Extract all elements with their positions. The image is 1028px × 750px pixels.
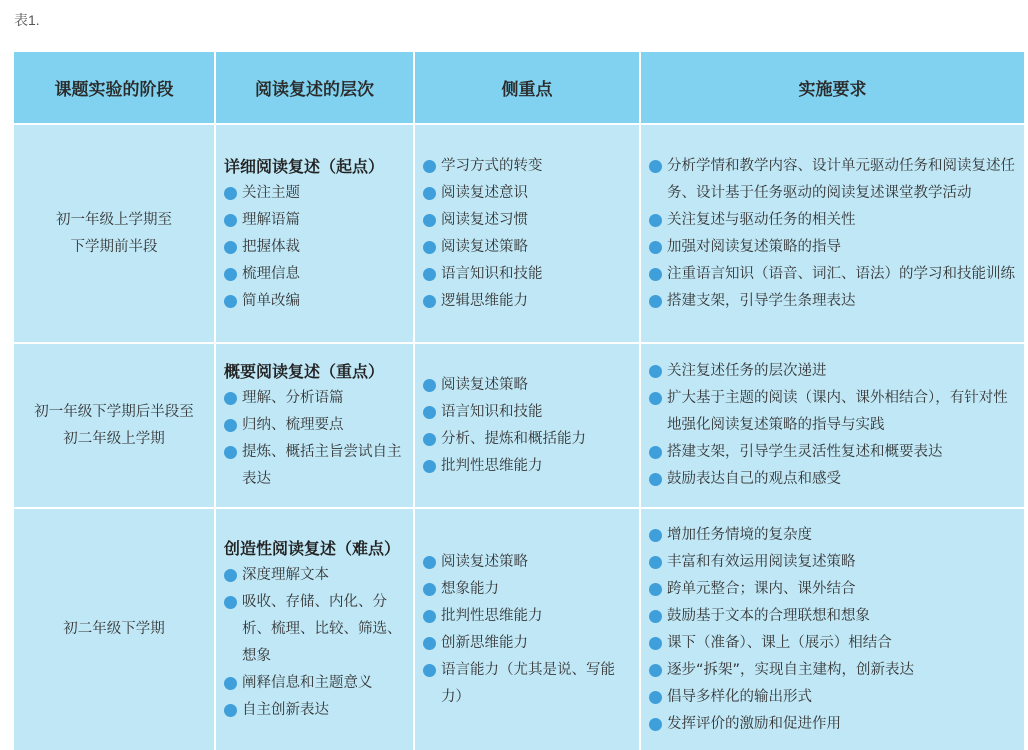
bullet-icon — [423, 268, 436, 281]
level-item: 简单改编 — [242, 292, 300, 309]
requirement-item: 鼓励表达自己的观点和感受 — [667, 471, 841, 487]
level-title: 详细阅读复述（起点） — [224, 156, 385, 176]
bullet-icon — [649, 268, 662, 281]
focus-item: 想象能力 — [441, 580, 499, 597]
level-item: 深度理解文本 — [242, 567, 329, 583]
list-item — [649, 549, 1016, 576]
list-item — [423, 426, 631, 453]
list-item — [649, 576, 1016, 603]
stage-line: 初一年级上学期至 — [56, 211, 172, 228]
requirement-item: 增加任务情境的复杂度 — [667, 526, 812, 543]
requirement-item: 关注复述与驱动任务的相关性 — [667, 211, 856, 228]
table-caption: 表1. — [14, 12, 40, 28]
bullet-icon — [649, 241, 662, 254]
bullet-icon — [649, 473, 662, 486]
level-cell — [215, 343, 414, 508]
list-item — [224, 697, 405, 724]
level-item: 自主创新表达 — [242, 702, 329, 718]
list-item — [649, 657, 1016, 684]
table-row — [13, 343, 1025, 508]
level-cell — [215, 508, 414, 750]
list-item — [224, 385, 405, 412]
bullet-icon — [224, 596, 237, 609]
focus-item: 批判性思维能力 — [441, 457, 543, 474]
focus-item: 阅读复述策略 — [441, 238, 528, 255]
requirement-item: 扩大基于主题的阅读（课内、课外相结合），有针对性地强化阅读复述策略的指导与实践 — [667, 390, 1008, 433]
stage-line: 初一年级下学期后半段至 — [34, 403, 194, 420]
bullet-icon — [423, 241, 436, 254]
list-item — [224, 234, 405, 261]
bullet-icon — [423, 160, 436, 173]
bullet-icon — [224, 241, 237, 254]
list-item — [649, 522, 1016, 549]
requirement-item: 注重语言知识（语音、词汇、语法）的学习和技能训练 — [667, 265, 1015, 282]
bullet-icon — [423, 295, 436, 308]
stage-line: 下学期前半段 — [70, 238, 158, 255]
bullet-icon — [649, 583, 662, 596]
level-item: 吸收、存储、内化、分析、梳理、比较、筛选、想象 — [242, 594, 402, 664]
header-requirements: 实施要求 — [640, 51, 1025, 124]
list-item — [224, 670, 405, 697]
requirement-item: 搭建支架，引导学生灵活性复述和概要表达 — [667, 444, 943, 460]
list-item — [649, 684, 1016, 711]
requirement-item: 倡导多样化的输出形式 — [667, 688, 812, 705]
level-item: 关注主题 — [242, 184, 300, 201]
list-item — [423, 288, 631, 315]
focus-item: 阅读复述策略 — [441, 553, 528, 570]
list-item — [649, 288, 1016, 315]
list-item — [423, 630, 631, 657]
requirement-item: 跨单元整合；课内、课外结合 — [667, 580, 856, 597]
requirements-cell — [640, 343, 1025, 508]
bullet-icon — [423, 556, 436, 569]
bullet-icon — [649, 365, 662, 378]
list-item — [224, 439, 405, 493]
list-item — [649, 261, 1016, 288]
focus-item: 学习方式的转变 — [441, 157, 543, 174]
list-item — [649, 603, 1016, 630]
requirement-item: 搭建支架，引导学生条理表达 — [667, 292, 856, 309]
level-item: 理解语篇 — [242, 211, 300, 228]
level-item: 提炼、概括主旨尝试自主表达 — [242, 444, 402, 487]
requirement-item: 关注复述任务的层次递进 — [667, 363, 827, 379]
stage-line: 初二年级上学期 — [63, 430, 165, 447]
requirement-item: 课下（准备）、课上（展示）相结合 — [667, 634, 892, 651]
requirement-item: 分析学情和教学内容、设计单元驱动任务和阅读复述任务、设计基于任务驱动的阅读复述课堂教学活动 — [667, 157, 1015, 201]
bullet-icon — [224, 446, 237, 459]
list-item — [649, 358, 1016, 385]
bullet-icon — [423, 583, 436, 596]
stage-line: 初二年级下学期 — [63, 621, 165, 637]
list-item — [649, 439, 1016, 466]
bullet-icon — [649, 691, 662, 704]
list-item — [423, 153, 631, 180]
list-item — [423, 234, 631, 261]
focus-item: 阅读复述策略 — [441, 376, 528, 393]
requirements-cell — [640, 124, 1025, 343]
level-item: 理解、分析语篇 — [242, 390, 344, 406]
bullet-icon — [649, 295, 662, 308]
header-stage: 课题实验的阶段 — [13, 51, 215, 124]
requirements-cell — [640, 508, 1025, 750]
level-item: 把握体裁 — [242, 238, 300, 255]
bullet-icon — [423, 460, 436, 473]
list-item — [423, 399, 631, 426]
bullet-icon — [649, 610, 662, 623]
bullet-icon — [649, 529, 662, 542]
bullet-icon — [224, 268, 237, 281]
bullet-icon — [224, 569, 237, 582]
list-item — [649, 234, 1016, 261]
list-item — [224, 180, 405, 207]
list-item — [649, 466, 1016, 493]
header-focus: 侧重点 — [414, 51, 640, 124]
focus-item: 创新思维能力 — [441, 634, 528, 651]
list-item — [423, 603, 631, 630]
bullet-icon — [224, 392, 237, 405]
requirement-item: 加强对阅读复述策略的指导 — [667, 238, 841, 255]
bullet-icon — [423, 664, 436, 677]
list-item — [224, 589, 405, 670]
list-item — [423, 549, 631, 576]
focus-item: 语言能力（尤其是说、写能力） — [441, 661, 615, 705]
bullet-icon — [423, 610, 436, 623]
bullet-icon — [423, 637, 436, 650]
list-item — [224, 261, 405, 288]
bullet-icon — [224, 704, 237, 717]
requirement-item: 丰富和有效运用阅读复述策略 — [667, 553, 856, 570]
list-item — [649, 385, 1016, 439]
stage-cell — [13, 508, 215, 750]
focus-item: 阅读复述习惯 — [441, 211, 528, 228]
list-item — [224, 288, 405, 315]
focus-item: 批判性思维能力 — [441, 607, 543, 624]
list-item — [423, 657, 631, 711]
level-item: 归纳、梳理要点 — [242, 417, 344, 433]
bullet-icon — [224, 677, 237, 690]
bullet-icon — [423, 379, 436, 392]
level-title: 创造性阅读复述（难点） — [224, 539, 401, 558]
bullet-icon — [649, 637, 662, 650]
list-item — [649, 630, 1016, 657]
requirement-item: 鼓励基于文本的合理联想和想象 — [667, 607, 870, 624]
bullet-icon — [423, 187, 436, 200]
list-item — [423, 180, 631, 207]
bullet-icon — [224, 187, 237, 200]
list-item — [649, 207, 1016, 234]
bullet-icon — [649, 664, 662, 677]
focus-cell — [414, 508, 640, 750]
table-row — [13, 124, 1025, 343]
focus-item: 逻辑思维能力 — [441, 292, 528, 309]
focus-cell — [414, 343, 640, 508]
bullet-icon — [224, 419, 237, 432]
requirement-item: 发挥评价的激励和促进作用 — [667, 715, 841, 732]
focus-item: 分析、提炼和概括能力 — [441, 430, 586, 447]
bullet-icon — [649, 392, 662, 405]
stage-cell — [13, 124, 215, 343]
level-item: 梳理信息 — [242, 265, 300, 282]
bullet-icon — [649, 446, 662, 459]
bullet-icon — [423, 433, 436, 446]
focus-item: 语言知识和技能 — [441, 403, 543, 420]
list-item — [224, 207, 405, 234]
bullet-icon — [423, 214, 436, 227]
level-cell — [215, 124, 414, 343]
bullet-icon — [224, 214, 237, 227]
bullet-icon — [649, 556, 662, 569]
list-item — [423, 372, 631, 399]
stage-cell — [13, 343, 215, 508]
bullet-icon — [224, 295, 237, 308]
list-item — [423, 207, 631, 234]
bullet-icon — [649, 160, 662, 173]
bullet-icon — [423, 406, 436, 419]
level-item: 阐释信息和主题意义 — [242, 675, 373, 691]
table-row — [13, 508, 1025, 750]
header-level: 阅读复述的层次 — [215, 51, 414, 124]
focus-item: 阅读复述意识 — [441, 184, 528, 201]
list-item — [423, 261, 631, 288]
list-item — [649, 711, 1016, 738]
focus-item: 语言知识和技能 — [441, 265, 543, 282]
list-item — [423, 576, 631, 603]
requirement-item: 逐步“拆架”，实现自主建构，创新表达 — [667, 661, 915, 678]
list-item — [224, 412, 405, 439]
list-item — [423, 453, 631, 480]
header-row — [13, 51, 1025, 124]
stage-table — [12, 50, 1026, 750]
bullet-icon — [649, 718, 662, 731]
focus-cell — [414, 124, 640, 343]
bullet-icon — [649, 214, 662, 227]
level-title: 概要阅读复述（重点） — [224, 362, 385, 381]
list-item — [649, 153, 1016, 207]
list-item — [224, 562, 405, 589]
